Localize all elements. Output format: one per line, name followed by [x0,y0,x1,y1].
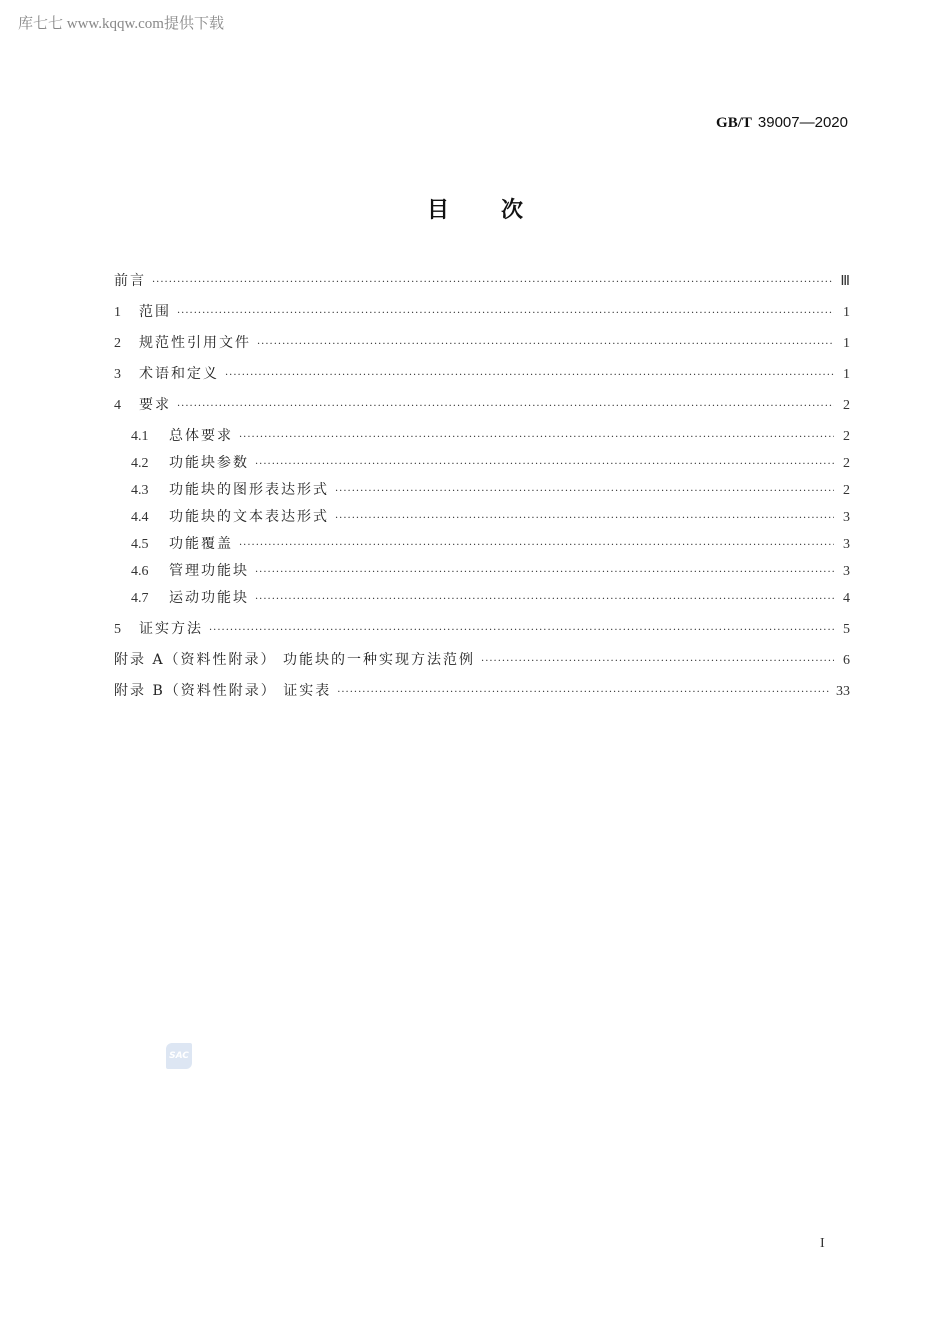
toc-entry-4-5[interactable] [114,535,850,555]
watermark: 库七七 www.kqqw.com提供下载 [18,16,224,32]
toc-entry-4-3[interactable] [114,481,850,501]
toc-label: 管理功能块 [169,563,249,579]
dot-leader [255,591,834,609]
toc-label: 附录 A（资料性附录） 功能块的一种实现方法范例 [114,652,476,668]
table-of-contents [114,272,850,702]
toc-entry-1[interactable] [114,303,850,323]
dot-leader [257,336,834,354]
toc-label: 功能块的文本表达形式 [169,509,329,525]
toc-num: 3 [114,367,121,382]
sac-logo-icon: SAC [166,1043,192,1069]
toc-entry-foreword[interactable] [114,272,850,292]
toc-page: 3 [843,510,850,525]
toc-page: 2 [843,483,850,498]
toc-num: 1 [114,305,121,320]
toc-page: 3 [843,537,850,552]
toc-label: 范围 [139,304,171,320]
toc-page: 1 [843,336,850,351]
toc-num: 4.3 [131,483,149,498]
toc-entry-4-7[interactable] [114,589,850,609]
page-title [0,193,950,224]
toc-label: 总体要求 [169,428,233,444]
toc-label: 前言 [114,273,146,289]
title-char-2: 次 [501,198,524,223]
dot-leader [255,456,834,474]
toc-label: 术语和定义 [139,366,219,382]
dot-leader [335,483,834,501]
toc-entry-4-1[interactable] [114,427,850,447]
dot-leader [481,653,834,671]
dot-leader [177,305,834,323]
toc-label: 附录 B（资料性附录） 证实表 [114,683,332,699]
toc-entry-4[interactable] [114,396,850,416]
dot-leader [255,564,834,582]
toc-entry-5[interactable] [114,620,850,640]
toc-num: 4.1 [131,429,149,444]
dot-leader [239,537,834,555]
toc-num: 4.2 [131,456,149,471]
toc-label: 规范性引用文件 [139,335,251,351]
toc-num: 4.7 [131,591,149,606]
dot-leader [225,367,834,385]
toc-label: 运动功能块 [169,590,249,606]
standard-prefix: GB/T [716,115,752,131]
toc-page: 5 [843,622,850,637]
dot-leader [209,622,834,640]
toc-label: 功能覆盖 [169,536,233,552]
toc-label: 功能块参数 [169,455,249,471]
standard-code [716,113,848,132]
toc-num: 4.5 [131,537,149,552]
toc-entry-3[interactable] [114,365,850,385]
standard-number: 39007—2020 [757,114,848,131]
toc-entry-4-6[interactable] [114,562,850,582]
toc-page: 2 [843,398,850,413]
toc-page: 1 [843,367,850,382]
toc-entry-4-4[interactable] [114,508,850,528]
toc-num: 4.6 [131,564,149,579]
dot-leader [335,510,834,528]
toc-page: 6 [843,653,850,668]
toc-page: 4 [843,591,850,606]
toc-entry-appendix-b[interactable] [114,682,850,702]
title-char-1: 目 [426,198,449,223]
toc-label: 要求 [139,397,171,413]
toc-label: 功能块的图形表达形式 [169,482,329,498]
dot-leader [337,684,830,702]
toc-page: 2 [843,456,850,471]
toc-entry-4-2[interactable] [114,454,850,474]
toc-entry-2[interactable] [114,334,850,354]
toc-num: 2 [114,336,121,351]
dot-leader [177,398,834,416]
toc-num: 5 [114,622,121,637]
page-number: I [820,1236,825,1251]
toc-num: 4 [114,398,121,413]
dot-leader [152,274,834,292]
toc-page: 33 [836,684,850,699]
toc-page: 2 [843,429,850,444]
toc-entry-appendix-a[interactable] [114,651,850,671]
toc-page: Ⅲ [840,274,850,289]
toc-page: 3 [843,564,850,579]
toc-label: 证实方法 [139,621,203,637]
dot-leader [239,429,834,447]
toc-num: 4.4 [131,510,149,525]
toc-page: 1 [843,305,850,320]
